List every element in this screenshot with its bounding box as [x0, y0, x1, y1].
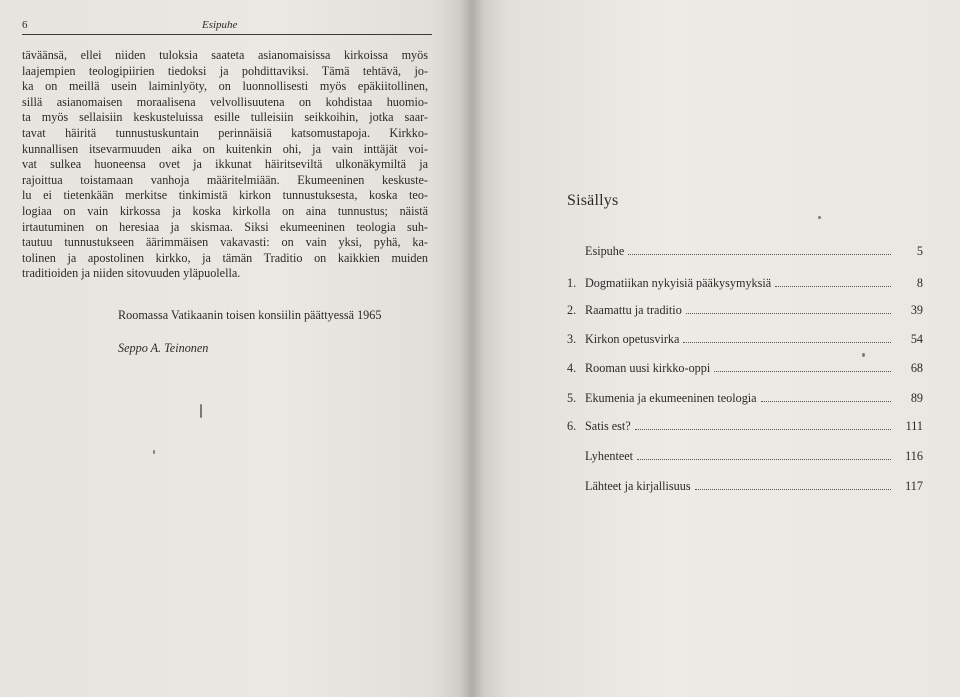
running-head: [22, 17, 432, 35]
dot-leader: [695, 480, 891, 490]
text-line: ka on meillä usein laiminlyöty, on luonnollisesti myös epäkiitollinen,: [22, 79, 428, 94]
toc-entry: [567, 449, 923, 465]
left-page: [0, 0, 470, 697]
preface-text: [22, 48, 428, 282]
text-line: täväänsä, ellei niiden tuloksia saateta asianomaisissa kirkoissa myös: [22, 48, 428, 62]
page-number: 6: [22, 19, 28, 31]
toc-entry: [567, 479, 923, 495]
paper-speck: [153, 450, 155, 454]
dot-leader: [686, 304, 891, 314]
toc-heading: Sisällys: [567, 192, 619, 209]
toc-entry-page: 39: [910, 303, 923, 317]
toc-entry: [567, 332, 923, 348]
toc-entry-page: 68: [910, 361, 923, 375]
right-page: [470, 0, 960, 697]
text-line: tolinen ja apostolinen kirkko, ja tämän Traditio on kaikkien muiden: [22, 250, 428, 265]
toc-entry-number: 4.: [567, 361, 577, 375]
toc-entry-number: 5.: [567, 391, 577, 405]
dot-leader: [635, 420, 891, 430]
text-line: kunnallisen itsevarmuuden aika on kuitenkin ohi, ja vain inttäjät voi-: [22, 141, 428, 156]
toc-entry-page: 89: [910, 391, 923, 405]
text-line: tautuu tunnustukseen äärimmäisen vakavasti: on vain yksi, pyhä, ka-: [22, 235, 428, 250]
text-line: traditioiden ja niiden sitovuuden yläpuolella.: [22, 266, 241, 281]
paper-speck: [200, 404, 202, 418]
toc-entry-number: 3.: [567, 332, 577, 346]
toc-entry-page: 54: [910, 332, 923, 346]
toc-entry-label: Lyhenteet: [585, 449, 634, 463]
text-line: ta myös sellaisiin keskusteluissa esille tulleisiin seikkoihin, jotka saar-: [22, 110, 428, 125]
dot-leader: [683, 333, 891, 343]
text-line: logiaa on vain kirkossa ja koska kirkolla on aina tunnustus; näistä: [22, 203, 428, 218]
dot-leader: [775, 277, 891, 287]
place-date: Roomassa Vatikaanin toisen konsiilin päättyessä 1965: [118, 308, 382, 322]
toc-entry: [567, 419, 923, 435]
toc-entry-page: 5: [916, 244, 923, 258]
dot-leader: [761, 392, 891, 402]
paper-speck: [818, 216, 821, 219]
text-line: vat sulkea huoneensa ovet ja ikkunat häiritseviltä ulkonäkymiltä ja: [22, 157, 428, 172]
text-line: irtautuminen on heresiaa ja skismaa. Siksi ekumeeninen teologia suh-: [22, 219, 428, 234]
toc-entry-number: 6.: [567, 419, 577, 433]
dot-leader: [637, 450, 891, 460]
text-line: sillä asianomaisen moraalisena velvollisuutena on kohdistaa huomio-: [22, 94, 428, 109]
toc-entry: [567, 276, 923, 292]
toc-entry-page: 8: [916, 276, 923, 290]
toc-entry: [567, 303, 923, 319]
text-line: rajoittua toistamaan vanhoja määritelmiään. Ekumeeninen keskuste-: [22, 172, 428, 187]
toc-entry-page: 111: [905, 419, 923, 433]
running-title: Esipuhe: [202, 19, 238, 31]
text-line: lu ei tietenkään merkitse tinkimistä kirkon tunnustuksesta, koska teo-: [22, 188, 428, 203]
toc-entry-label: Raamattu ja traditio: [585, 303, 682, 317]
toc-entry-page: 117: [905, 479, 923, 493]
dot-leader: [628, 245, 891, 255]
dot-leader: [714, 362, 891, 372]
toc-entry: [567, 244, 923, 260]
toc-entry-label: Kirkon opetusvirka: [585, 332, 680, 346]
toc-entry-number: 2.: [567, 303, 577, 317]
header-rule: [22, 34, 432, 35]
toc-entry: [567, 361, 923, 377]
toc-entry-number: 1.: [567, 276, 577, 290]
toc-entry-label: Ekumenia ja ekumeeninen teologia: [585, 391, 757, 405]
author-signature: Seppo A. Teinonen: [118, 341, 209, 355]
toc-entry-label: Satis est?: [585, 419, 631, 433]
toc-entry-label: Esipuhe: [585, 244, 625, 258]
toc-entry-label: Lähteet ja kirjallisuus: [585, 479, 691, 493]
text-line: tavat häiritä tunnustuskuntain perinnäisiä katsomustapoja. Kirkko-: [22, 125, 428, 140]
toc-entry: [567, 391, 923, 407]
paper-speck: [862, 353, 865, 357]
toc-entry-label: Dogmatiikan nykyisiä pääkysymyksiä: [585, 276, 772, 290]
toc-entry-label: Rooman uusi kirkko-oppi: [585, 361, 711, 375]
text-line: laajempien teologipiirien tiedoksi ja pohdittaviksi. Tämä tehtävä, jo-: [22, 63, 428, 78]
book-gutter: [460, 0, 484, 697]
toc-entry-page: 116: [905, 449, 923, 463]
